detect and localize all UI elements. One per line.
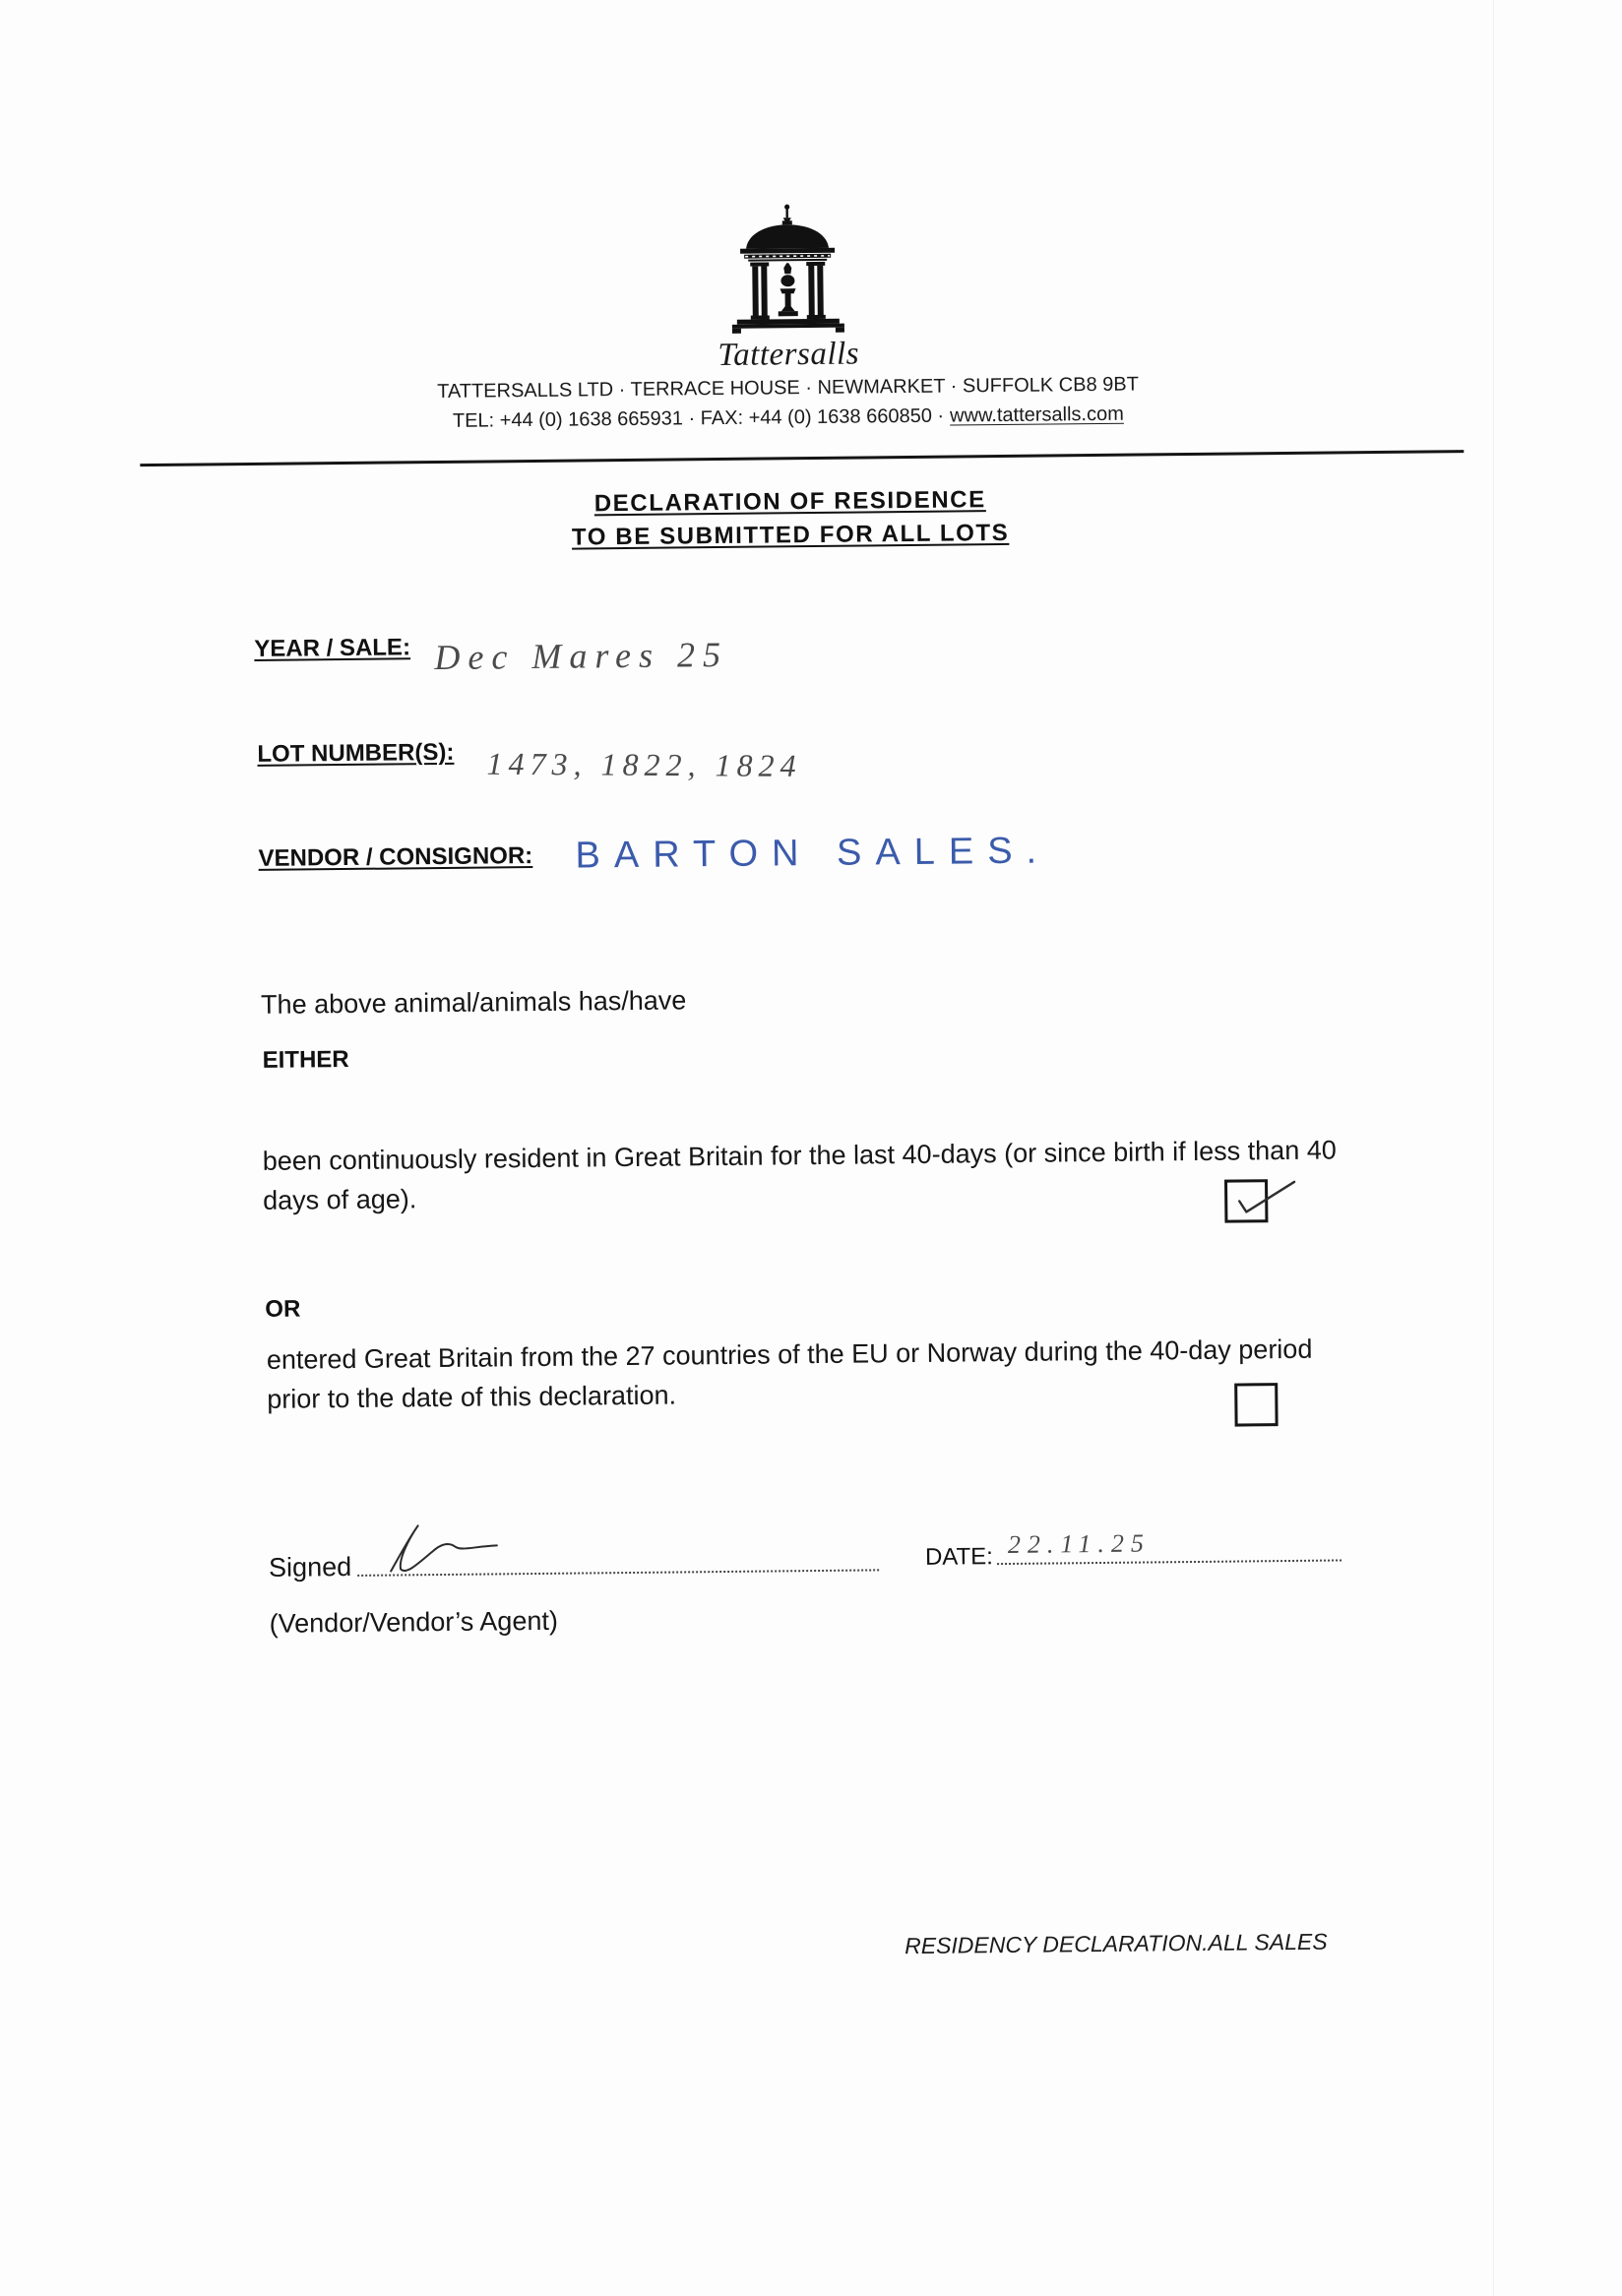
lot-numbers-label: LOT NUMBER(S):	[257, 738, 455, 768]
company-address: TATTERSALLS LTD · TERRACE HOUSE · NEWMARKET · SUFFOLK CB8 9BT	[437, 373, 1140, 403]
option-entered-line: prior to the date of this declaration.	[267, 1380, 677, 1414]
cupola-dome	[746, 220, 829, 249]
date-label: DATE:	[924, 1543, 994, 1571]
either-label: EITHER	[262, 1045, 349, 1074]
finial	[783, 205, 791, 222]
declaration-intro: The above animal/animals has/have	[260, 985, 687, 1020]
date-value: 22.11.25	[1007, 1528, 1152, 1559]
signatory-role: (Vendor/Vendor’s Agent)	[269, 1605, 559, 1639]
vendor-label: VENDOR / CONSIGNOR:	[258, 842, 533, 872]
tattersalls-logo	[728, 202, 847, 336]
signed-label: Signed	[268, 1551, 352, 1582]
option-resident-line: days of age).	[263, 1184, 417, 1215]
date-line	[997, 1559, 1341, 1565]
vendor-value: BARTON SALES.	[575, 830, 1051, 877]
option-entered-line: entered Great Britain from the 27 countries of the EU or Norway during the 40-day period	[266, 1334, 1313, 1375]
company-brand-name: Tattersalls	[717, 336, 860, 374]
declaration-sheet	[118, 170, 1515, 2006]
document-footer: RESIDENCY DECLARATION.ALL SALES	[905, 1928, 1328, 1959]
lot-numbers-value: 1473, 1822, 1824	[486, 745, 802, 783]
cornice	[740, 248, 835, 262]
check-mark-icon	[1221, 1171, 1311, 1231]
header-divider	[140, 450, 1464, 466]
option-resident-line: been continuously resident in Great Britain for the last 40-days (or since birth if less than 40	[262, 1135, 1337, 1176]
form-title: DECLARATION OF RESIDENCE	[593, 486, 986, 518]
company-contact	[453, 404, 1124, 431]
plinth	[732, 319, 844, 334]
website-link: www.tattersalls.com	[950, 403, 1124, 427]
or-label: OR	[265, 1295, 301, 1323]
letterhead	[118, 170, 1496, 432]
form-subtitle: TO BE SUBMITTED FOR ALL LOTS	[571, 519, 1010, 551]
year-sale-value: Dec Mares 25	[434, 634, 729, 678]
contact-numbers: TEL: +44 (0) 1638 665931 · FAX: +44 (0) 1638 660850 ·	[452, 404, 945, 432]
handwritten-signature	[379, 1519, 508, 1583]
year-sale-label: YEAR / SALE:	[254, 634, 411, 662]
option-entered-checkbox	[1234, 1383, 1278, 1426]
fox-statue	[778, 263, 798, 316]
